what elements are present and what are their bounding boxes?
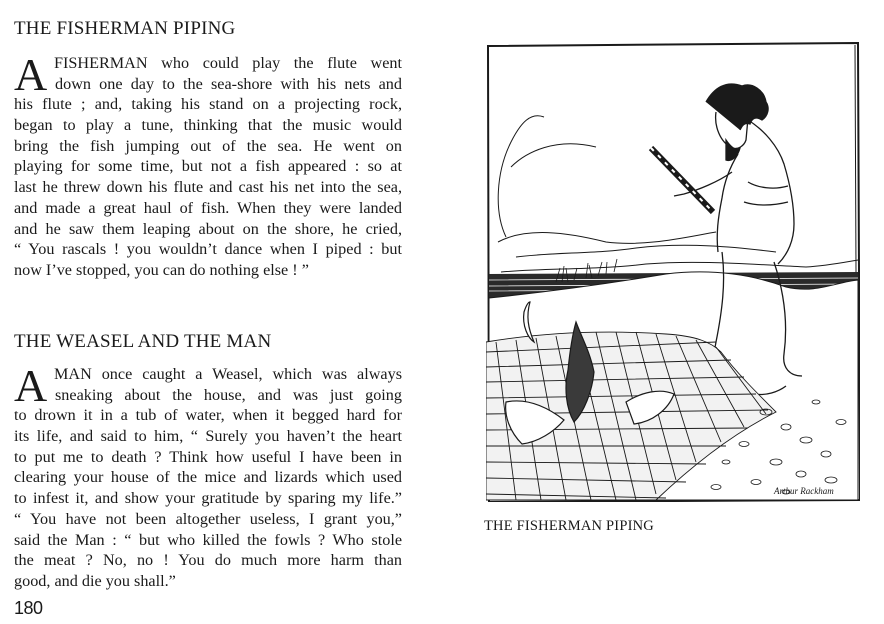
- left-page: [14, 0, 402, 624]
- artist-signature: Arthur Rackham: [774, 486, 834, 496]
- illustration-caption: THE FISHERMAN PIPING: [484, 518, 654, 534]
- text-line: his flute ; and, taking his stand on a projecting rock,: [14, 95, 402, 114]
- text-line: good, and die you shall.”: [14, 571, 176, 590]
- text-line: its life, and said to him, “ Surely you haven’t the heart: [14, 427, 402, 446]
- text-line: sneaking about the house, and was just going: [55, 385, 402, 404]
- illustration-drawing: [486, 42, 860, 502]
- text-line: FISHERMAN who could play the flute went: [54, 54, 402, 72]
- story-body-fisherman: [14, 49, 402, 281]
- text-line: to put me to death ? Think how useful I have been in: [14, 447, 402, 466]
- story-title-weasel: THE WEASEL AND THE MAN: [14, 331, 272, 352]
- text-line: to drown it in a tub of water, when it begged hard for: [14, 406, 402, 425]
- text-line: and made a great haul of fish. When they were landed: [14, 198, 402, 217]
- story-body-weasel: [14, 360, 402, 592]
- text-line: began to play a tune, thinking that the music would: [14, 116, 402, 135]
- drop-cap: A: [14, 360, 48, 411]
- text-line: playing for some time, but not a fish appeared : so at: [14, 157, 402, 176]
- drop-cap: A: [14, 49, 48, 100]
- text-line: “ You rascals ! you wouldn’t dance when I piped : but: [14, 240, 402, 259]
- text-line: down one day to the sea-shore with his nets and: [55, 74, 402, 93]
- text-line: and he saw them leaping about on the shore, he cried,: [14, 219, 402, 238]
- text-line: “ You have not been altogether useless, I grant you,”: [14, 509, 402, 528]
- text-line: said the Man : “ but who killed the fowls ? Who stole: [14, 530, 402, 549]
- text-line: MAN once caught a Weasel, which was always: [54, 365, 402, 383]
- text-line: the meat ? No, no ! You do much more harm than: [14, 551, 402, 570]
- story-title-fisherman: THE FISHERMAN PIPING: [14, 18, 236, 39]
- text-line: last he threw down his flute and cast his net into the sea,: [14, 178, 402, 197]
- text-line: clearing your house of the mice and lizards which used: [14, 468, 402, 487]
- page-number: 180: [14, 598, 43, 618]
- text-line: bring the fish jumping out of the sea. He went on: [14, 136, 402, 155]
- text-line: now I’ve stopped, you can do nothing else ! ”: [14, 260, 309, 279]
- illustration-fisherman-piping: [486, 42, 860, 502]
- text-line: to infest it, and show your gratitude by sparing my life.”: [14, 489, 402, 508]
